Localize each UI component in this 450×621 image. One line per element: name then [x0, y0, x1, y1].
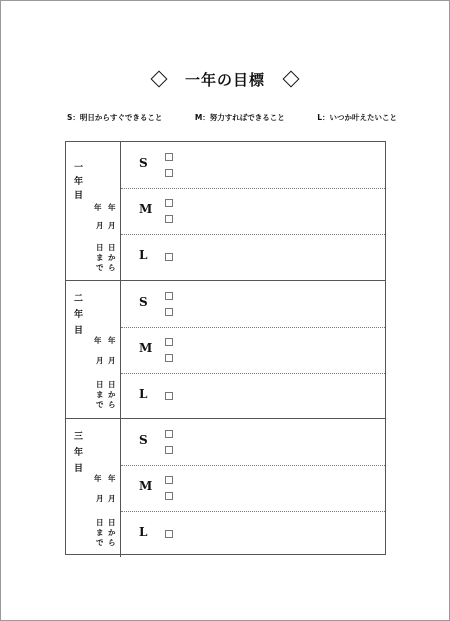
- year-label-cell: [66, 281, 121, 419]
- goal-row-s: [121, 281, 385, 328]
- date-year-label: 年: [108, 474, 116, 483]
- date-day-label: 日: [96, 243, 104, 252]
- year-section-1: [66, 142, 385, 280]
- date-month-label: 月: [108, 494, 116, 503]
- diamond-right-icon: [283, 70, 300, 87]
- goal-checkbox[interactable]: [165, 476, 173, 484]
- goals-table: [65, 141, 386, 555]
- level-label-l: L: [139, 248, 148, 262]
- year-label-char: 目: [74, 191, 84, 201]
- date-month-label: 月: [96, 221, 104, 230]
- date-de-label: で: [96, 538, 104, 547]
- date-de-label: で: [96, 263, 104, 272]
- date-made-label: ま: [96, 528, 104, 537]
- goal-row-m: [121, 465, 385, 512]
- date-day-label: 日: [96, 380, 104, 389]
- goal-row-s: [121, 419, 385, 466]
- diamond-left-icon: [150, 70, 167, 87]
- year-label-char: 二: [74, 294, 84, 304]
- date-year-label: 年: [94, 336, 102, 345]
- level-label-l: L: [139, 525, 148, 539]
- date-ra-label: ら: [108, 263, 116, 272]
- date-year-label: 年: [94, 474, 102, 483]
- level-label-s: S: [139, 156, 148, 170]
- goal-checkbox[interactable]: [165, 215, 173, 223]
- year-section-3: [66, 418, 385, 557]
- year-label-char: 三: [74, 432, 84, 442]
- goal-checkbox[interactable]: [165, 446, 173, 454]
- date-day-label: 日: [108, 518, 116, 527]
- date-ka-label: か: [108, 253, 116, 262]
- year-label-char: 年: [74, 310, 84, 320]
- year-label-char: 目: [74, 464, 84, 474]
- date-month-label: 月: [108, 356, 116, 365]
- goal-row-m: [121, 327, 385, 374]
- goal-checkbox[interactable]: [165, 199, 173, 207]
- date-made-label: ま: [96, 253, 104, 262]
- year-label-char: 目: [74, 326, 84, 336]
- date-year-label: 年: [94, 203, 102, 212]
- year-label-char: 一: [74, 163, 84, 173]
- date-month-label: 月: [108, 221, 116, 230]
- page-title: 一年の目標: [184, 71, 265, 89]
- year-label-cell: [66, 142, 121, 280]
- year-label-char: 年: [74, 448, 84, 458]
- date-made-label: ま: [96, 390, 104, 399]
- goal-checkbox[interactable]: [165, 392, 173, 400]
- year-label-cell: [66, 419, 121, 557]
- goal-row-s: [121, 142, 385, 189]
- goal-row-l: [121, 511, 385, 557]
- date-year-label: 年: [108, 203, 116, 212]
- date-year-label: 年: [108, 336, 116, 345]
- goal-checkbox[interactable]: [165, 354, 173, 362]
- goal-checkbox[interactable]: [165, 253, 173, 261]
- date-day-label: 日: [108, 380, 116, 389]
- date-day-label: 日: [108, 243, 116, 252]
- goal-checkbox[interactable]: [165, 430, 173, 438]
- legend-m: M：努力すればできること: [194, 113, 285, 122]
- goal-checkbox[interactable]: [165, 153, 173, 161]
- date-de-label: で: [96, 400, 104, 409]
- level-label-m: M: [139, 479, 153, 493]
- goal-checkbox[interactable]: [165, 530, 173, 538]
- level-label-m: M: [139, 341, 153, 355]
- goal-row-l: [121, 234, 385, 280]
- legend-l: L：いつか叶えたいこと: [317, 113, 397, 122]
- date-day-label: 日: [96, 518, 104, 527]
- page-title-row: [1, 69, 449, 90]
- level-label-m: M: [139, 202, 153, 216]
- legend: [67, 112, 397, 123]
- goal-row-m: [121, 188, 385, 235]
- date-month-label: 月: [96, 356, 104, 365]
- date-ka-label: か: [108, 528, 116, 537]
- goal-row-l: [121, 373, 385, 419]
- goal-checkbox[interactable]: [165, 169, 173, 177]
- year-label-char: 年: [74, 177, 84, 187]
- date-ka-label: か: [108, 390, 116, 399]
- level-label-l: L: [139, 387, 148, 401]
- goal-checkbox[interactable]: [165, 338, 173, 346]
- date-ra-label: ら: [108, 400, 116, 409]
- legend-s: S：明日からすぐできること: [67, 113, 163, 122]
- date-month-label: 月: [96, 494, 104, 503]
- level-label-s: S: [139, 433, 148, 447]
- goal-checkbox[interactable]: [165, 492, 173, 500]
- level-label-s: S: [139, 295, 148, 309]
- goal-checkbox[interactable]: [165, 308, 173, 316]
- year-section-2: [66, 280, 385, 419]
- goal-checkbox[interactable]: [165, 292, 173, 300]
- date-ra-label: ら: [108, 538, 116, 547]
